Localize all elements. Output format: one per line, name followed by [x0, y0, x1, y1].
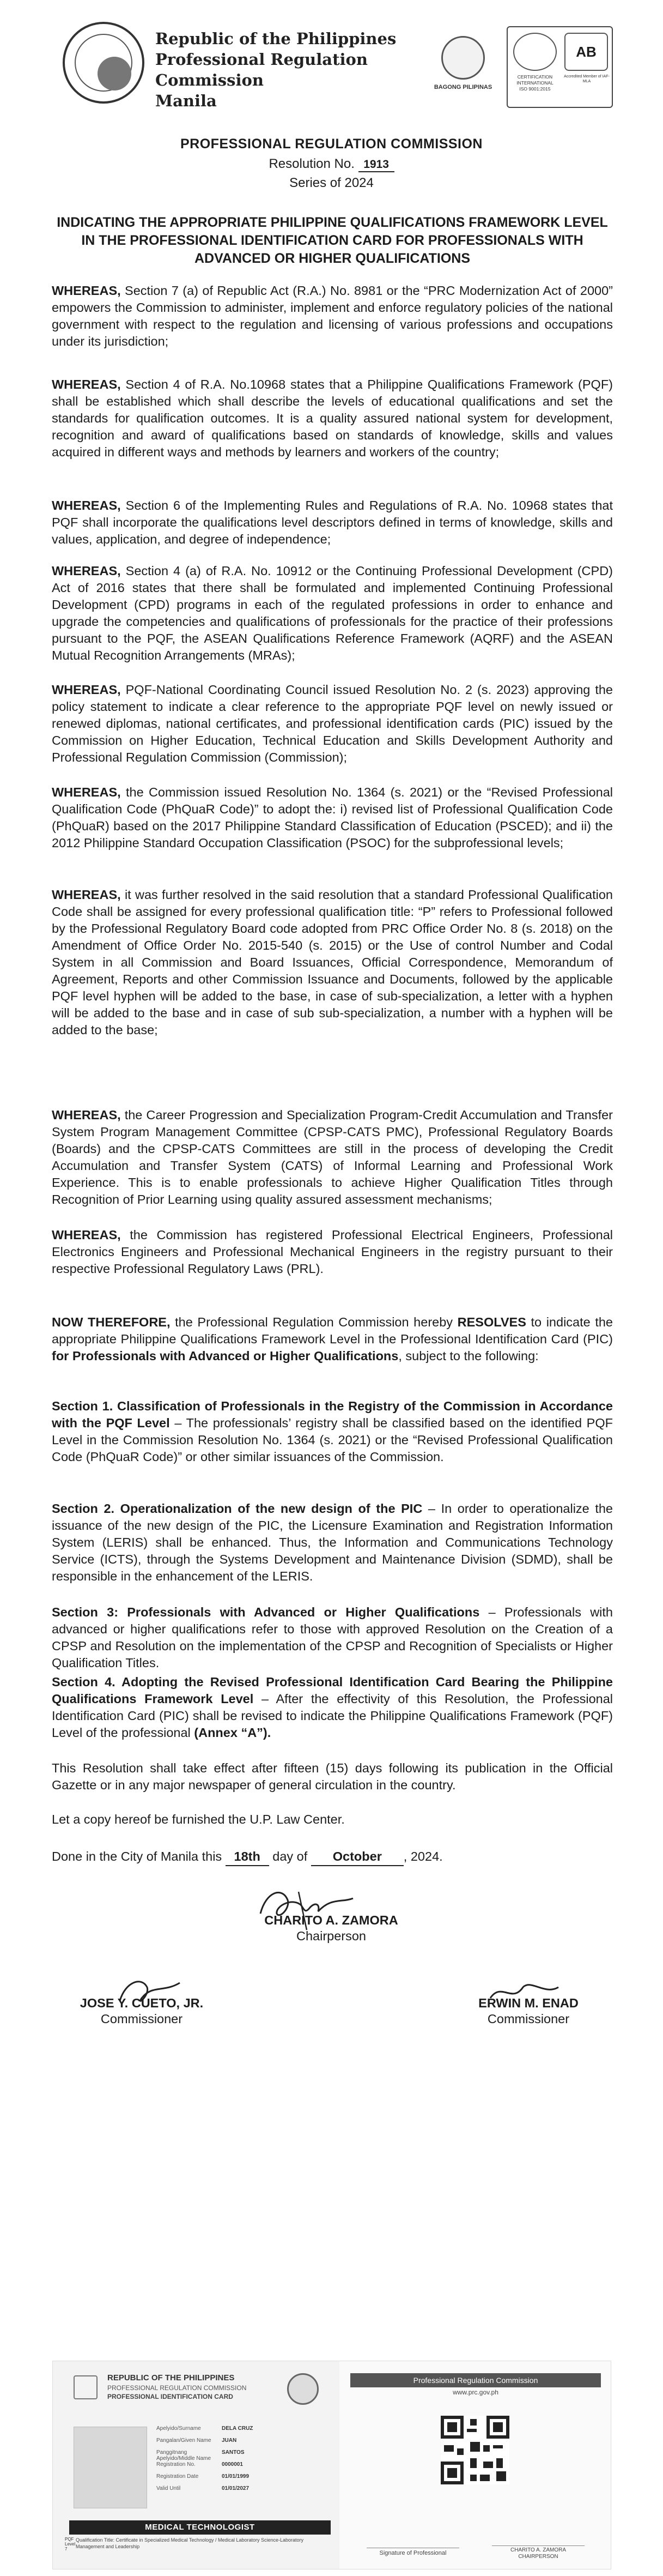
- card-back-url: www.prc.gov.ph: [453, 2388, 498, 2396]
- done-month: October: [311, 1848, 404, 1866]
- card-back-header: Professional Regulation Commission: [350, 2373, 601, 2387]
- card-title: PROFESSIONAL IDENTIFICATION CARD: [107, 2393, 233, 2400]
- annex-id-card: [52, 2361, 611, 2569]
- left-commissioner-block: [54, 1995, 229, 2027]
- resolution-number: Resolution No. 1913: [0, 156, 663, 172]
- right-commissioner-title: Commissioner: [487, 2012, 570, 2026]
- bagong-pilipinas-logo: [430, 36, 496, 107]
- letterhead-commission: Professional Regulation Commission: [155, 50, 368, 89]
- whereas-4: WHEREAS, Section 4 (a) of R.A. No. 10912 or the Continuing Professional Development (CPD) Act of 2016 states that there shall be formulated and implemented Continuing Professional Development (CPD) programs in each of the regulated professions in order to enhance and upgrade the competencies and qualifications of professionals for the practice of their professions pursuant to the PQF, the ASEAN Qualifications Reference Framework (AQRF) and the ASEAN Mutual Recognition Arrangements (MRAs);: [52, 564, 613, 662]
- chair-signature-block: [222, 1913, 440, 1944]
- done-day: 18th: [226, 1848, 269, 1866]
- whereas-2: WHEREAS, Section 4 of R.A. No.10968 states that a Philippine Qualifications Framework (PQF) shall be established which shall describe the levels of educational qualifications and set the standards for qualification outcomes. It is a quality assured national system for development, recognition and award of qualifications based on standards of knowledge, skills and values acquired in different ways and methods by learners and workers of the country;: [52, 377, 613, 459]
- vab-mark: AB: [564, 33, 608, 71]
- bagong-pilipinas-label: BAGONG PILIPINAS: [434, 84, 492, 91]
- qr-code-icon: [441, 2416, 509, 2484]
- chair-name: CHARITO A. ZAMORA: [264, 1913, 398, 1927]
- done-clause: Done in the City of Manila this 18th day of October , 2024.: [52, 1848, 613, 1866]
- section-3: Section 3: Professionals with Advanced or Higher Qualifications – Professionals with advanced or higher qualifications refer to those with approved Resolution on the Creation of a CPSP and Resolution on the implementation of the CPSP and Recognition of Specialists or Higher Qualification Titles.: [52, 1605, 613, 1670]
- whereas-6: WHEREAS, the Commission issued Resolution No. 1364 (s. 2021) or the “Revised Professional Qualification Code (PhQuaR Code)” to adopt the: i) revised list of Professional Qualification Code (PhQuaR) based on the 2017 Philippine Standard Classification of Education (PSCED); and ii) the 2012 Philippine Standard Occupation Classification (PSOC) for the subprofessional levels;: [52, 785, 613, 850]
- effectivity-clause: This Resolution shall take effect after fifteen (15) days following its publication in the Official Gazette or in any major newspaper of general circulation in the country.: [52, 1761, 613, 1792]
- now-therefore: NOW THEREFORE, the Professional Regulation Commission hereby RESOLVES to indicate the appropriate Philippine Qualifications Framework Level in the Professional Identification Card (PIC) for Professionals with Advanced or Higher Qualifications, subject to the following:: [52, 1315, 613, 1363]
- left-commissioner-name: JOSE Y. CUETO, JR.: [80, 1996, 204, 2010]
- whereas-3: WHEREAS, Section 6 of the Implementing Rules and Regulations of R.A. No. 10968 states that PQF shall incorporate the qualifications level descriptors defined in terms of knowledge, skills and values, application, and degree of independence;: [52, 498, 613, 546]
- furnish-clause: Let a copy hereof be furnished the U.P. Law Center.: [52, 1812, 345, 1826]
- commission-name: PROFESSIONAL REGULATION COMMISSION: [180, 136, 483, 152]
- resolution-title: INDICATING THE APPROPRIATE PHILIPPINE QUALIFICATIONS FRAMEWORK LEVEL IN THE PROFESSIONAL IDENTIFICATION CARD FOR PROFESSIONALS WITH ADVANCED OR HIGHER QUALIFICATIONS: [57, 215, 608, 266]
- letterhead: [155, 28, 428, 111]
- card-qualification: Qualification Title: Certificate in Specialized Medical Technology / Medical Laboratory Science-Laboratory Management and Leadership: [76, 2537, 304, 2549]
- whereas-7: WHEREAS, it was further resolved in the said resolution that a standard Professional Qualification Code shall be assigned for every professional qualification title: “P” refers to Professional followed by the Professional Regulatory Board code adopted from PRC Office Order No. 8 (s. 2018) on the Amendment of Office Order No. 2015-540 (s. 2015) or the Use of control Number and Codal System in all Commission and Board Issuances, Official Correspondence, Memorandum of Agreement, Reports and other Commission Issuance and Documents, followed by the applicable PQF level hyphen will be added to the base, in case of sub-specialization, a letter with a hyphen will be added to the base and in case of sub sub-specialization, a number with a hyphen will be added to the base;: [52, 888, 613, 1037]
- cert-label: CERTIFICATION INTERNATIONAL ISO 9001:2015: [516, 74, 553, 92]
- chair-title: Chairperson: [296, 1929, 366, 1943]
- certification-icon: [513, 33, 557, 71]
- id-photo: [74, 2427, 147, 2508]
- whereas-9: WHEREAS, the Commission has registered Professional Electrical Engineers, Professional Electronics Engineers and Professional Mechanical Engineers in the registry pursuant to their respective Professional Regulatory Laws (PRL).: [52, 1228, 613, 1276]
- card-field-row: Panggitnang Apelyido/Middle Name SANTOS: [156, 2450, 245, 2462]
- card-field-row: Valid Until 01/01/2027: [156, 2485, 250, 2491]
- whereas-5: WHEREAS, PQF-National Coordinating Council issued Resolution No. 2 (s. 2023) approving the policy statement to indicate a clear reference to the appropriate PQF level on newly issued or renewed diplomas, national certificates, and professional identification cards (PIC) issued by the Commission on Higher Education, Technical Education and Skills Development Authority and Professional Regulation Commission (Commission);: [52, 683, 613, 764]
- flag-logo-icon: [74, 2375, 98, 2399]
- iso-certification-badge: [507, 26, 613, 108]
- card-profession: MEDICAL TECHNOLOGIST: [69, 2520, 331, 2535]
- whereas-1: WHEREAS, Section 7 (a) of Republic Act (R.A.) No. 8981 or the “PRC Modernization Act of 2000” empowers the Commission to administer, implement and enforce regulatory policies of the national government with respect to the regulation and licensing of various professions and occupations under its jurisdiction;: [52, 283, 613, 348]
- right-commissioner-name: ERWIN M. ENAD: [478, 1996, 579, 2010]
- resolution-series: Series of 2024: [289, 176, 374, 190]
- letterhead-republic: Republic of the Philippines: [155, 29, 397, 48]
- card-seal-icon: [287, 2373, 319, 2405]
- section-4: Section 4. Adopting the Revised Professional Identification Card Bearing the Philippine Qualifications Framework Level – After the effectivity of this Resolution, the Professional Identification Card (PIC) shall be revised to indicate the Philippine Qualifications Framework (PQF) Level of the professional (Annex “A”).: [52, 1675, 613, 1740]
- resolution-number-value: 1913: [358, 158, 394, 172]
- card-republic: REPUBLIC OF THE PHILIPPINES: [107, 2373, 235, 2382]
- section-2: Section 2. Operationalization of the new design of the PIC – In order to operationalize the issuance of the new design of the PIC, the Licensure Examination and Registration Information System (LERIS) shall be enhanced. Thus, the Information and Communications Technology Service (ICTS), through the Systems Development and Maintenance Division (SDMD), shall be responsible in the enhancement of the LERIS.: [52, 1501, 613, 1583]
- left-commissioner-title: Commissioner: [100, 2012, 183, 2026]
- letterhead-city: Manila: [155, 92, 217, 110]
- card-field-row: Pangalan/Given Name JUAN: [156, 2438, 237, 2444]
- bagong-pilipinas-icon: [441, 36, 485, 80]
- id-card-back: [339, 2361, 611, 2569]
- whereas-8: WHEREAS, the Career Progression and Specialization Program-Credit Accumulation and Transfer System Program Management Committee (CPSP-CATS PMC), Professional Regulatory Boards (Boards) and the CPSP-CATS Committees are still in the process of developing the Credit Accumulation and Transfer System (CATS) of Informal Learning and Professional Work Experience. This is to enable professionals to achieve Higher Qualification Titles through Recognition of Prior Learning using quality assured assessment mechanisms;: [52, 1108, 613, 1206]
- card-commission: PROFESSIONAL REGULATION COMMISSION: [107, 2384, 247, 2392]
- section-1: Section 1. Classification of Professionals in the Registry of the Commission in Accordance with the PQF Level – The professionals’ registry shall be classified based on the identified PQF Level in the Commission Resolution No. 1364 (s. 2021) or the “Revised Professional Qualification Code (PhQuaR Code)” or other similar issuances of the Commission.: [52, 1399, 613, 1464]
- card-fields: [156, 2426, 331, 2497]
- card-field-row: Registration Date 01/01/1999: [156, 2474, 250, 2480]
- right-commissioner-block: [447, 1995, 610, 2027]
- card-pqf-level: PQF Level 7: [65, 2537, 76, 2551]
- card-signature-chair: CHARITO A. ZAMORA CHAIRPERSON: [492, 2545, 585, 2560]
- id-card-front: [53, 2361, 336, 2569]
- card-field-row: Registration No. 0000001: [156, 2462, 243, 2468]
- accreditation-label: Accredited Member of IAF-MLA: [564, 75, 610, 83]
- prc-seal-icon: [63, 22, 144, 104]
- card-field-row: Apelyido/Surname DELA CRUZ: [156, 2426, 253, 2432]
- card-signature-professional: Signature of Professional: [367, 2548, 459, 2556]
